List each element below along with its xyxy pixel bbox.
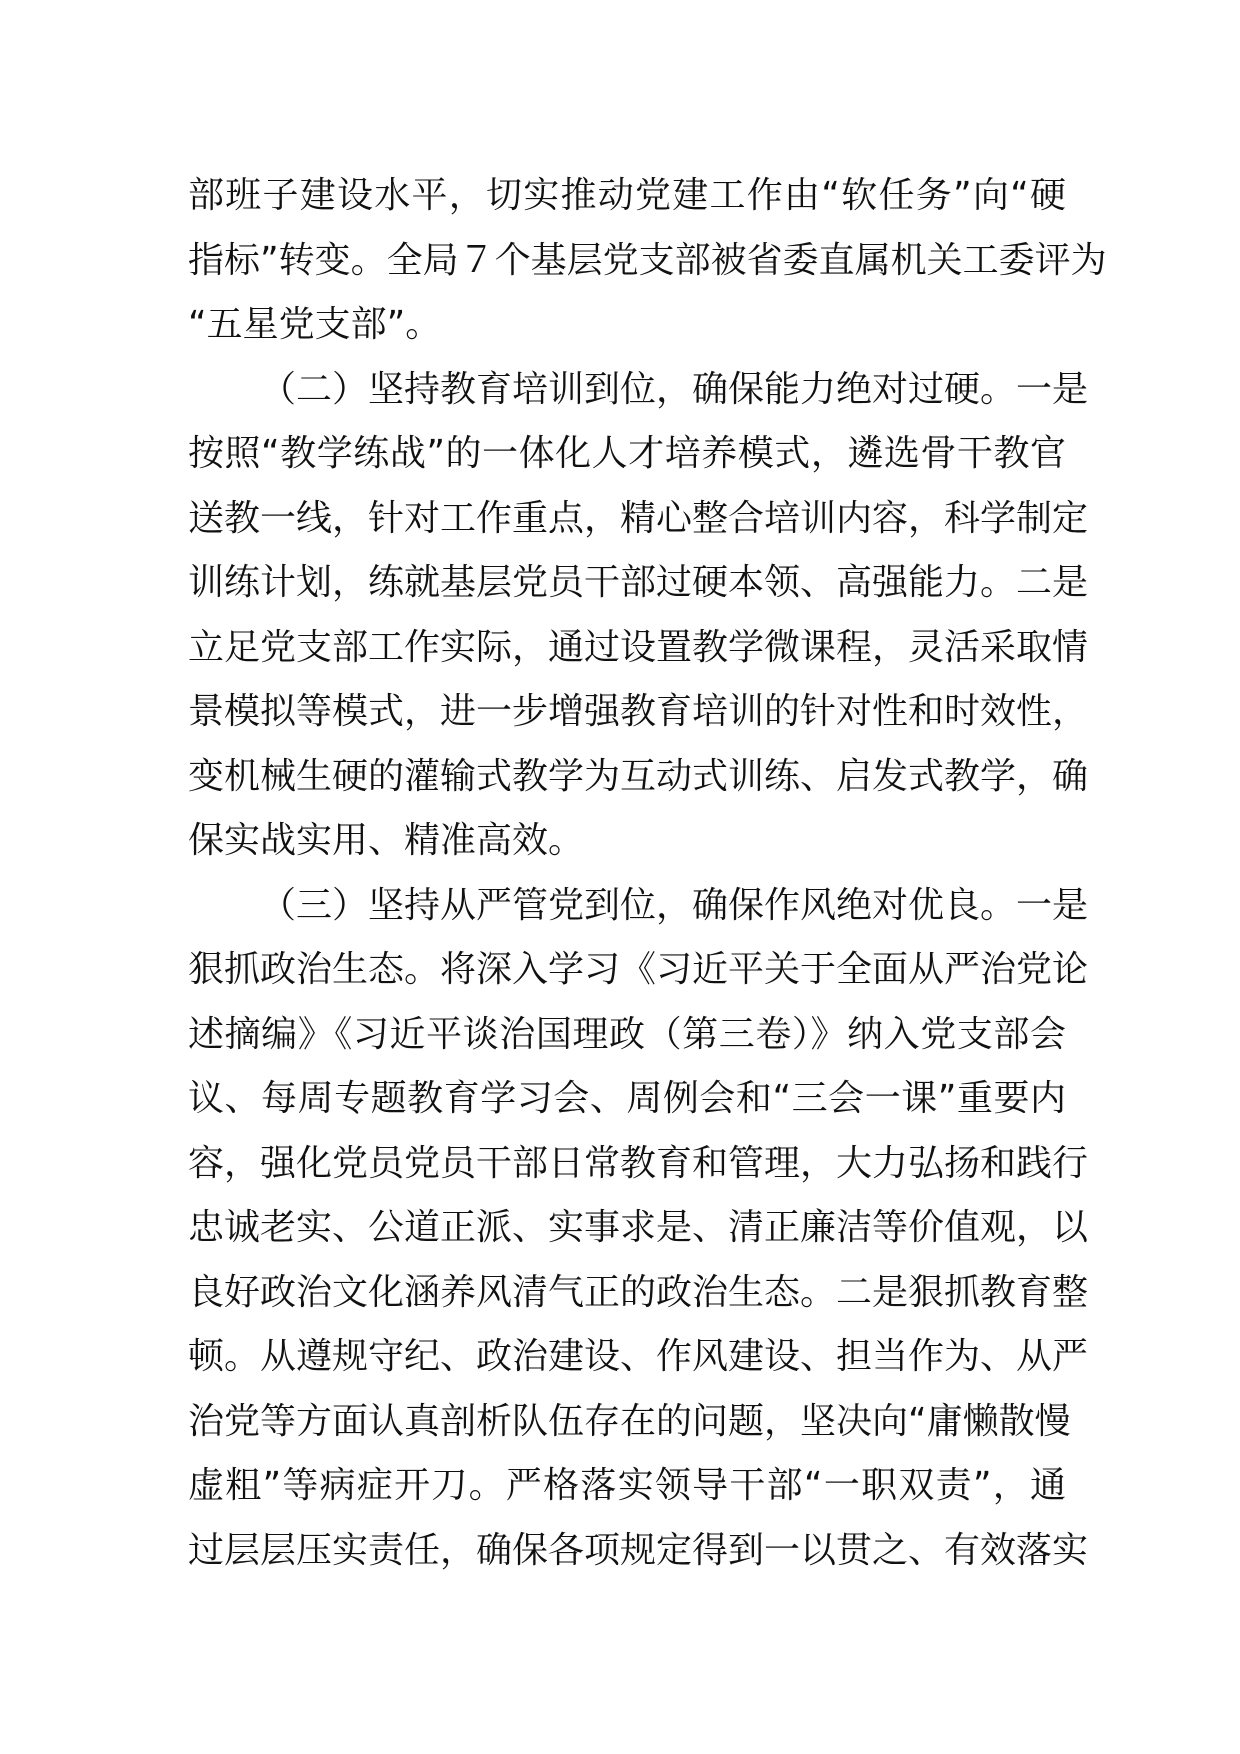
- text-line: 部班子建设水平，切实推动党建工作由“软任务”向“硬: [188, 175, 1066, 216]
- text-line: （三）坚持从严管党到位，确保作风绝对优良。一是: [260, 884, 1089, 926]
- text-line: 狠抓政治生态。将深入学习《习近平关于全面从严治党论: [188, 949, 1089, 990]
- text-line: 指标”转变。全局７个基层党支部被省委直属机关工委评为: [188, 239, 1107, 281]
- text-line: 良好政治文化涵养风清气正的政治生态。二是狠抓教育整: [188, 1271, 1089, 1313]
- text-line: （二）坚持教育培训到位，确保能力绝对过硬。一是: [260, 368, 1089, 410]
- text-line: 保实战实用、精准高效。: [188, 820, 585, 861]
- text-line: 顿。从遵规守纪、政治建设、作风建设、担当作为、从严: [188, 1336, 1089, 1377]
- text-line: 容，强化党员党员干部日常教育和管理，大力弘扬和践行: [188, 1142, 1089, 1184]
- text-line: 景模拟等模式，进一步增强教育培训的针对性和时效性，: [188, 691, 1089, 732]
- text-line: 过层层压实责任，确保各项规定得到一以贯之、有效落实: [188, 1529, 1089, 1571]
- text-line: 虚粗”等病症开刀。严格落实领导干部“一职双责”，通: [188, 1465, 1066, 1506]
- body-text: [188, 164, 1107, 1583]
- text-line: 治党等方面认真剖析队伍存在的问题，坚决向“庸懒散慢: [188, 1400, 1071, 1442]
- text-line: 议、每周专题教育学习会、周例会和“三会一课”重要内: [188, 1078, 1066, 1119]
- text-line: 忠诚老实、公道正派、实事求是、清正廉洁等价值观，以: [188, 1207, 1089, 1248]
- text-line: 训练计划，练就基层党员干部过硬本领、高强能力。二是: [188, 562, 1089, 603]
- text-line: 述摘编》《习近平谈治国理政（第三卷）》纳入党支部会: [188, 1013, 1066, 1055]
- text-line: 按照“教学练战”的一体化人才培养模式，遴选骨干教官: [188, 433, 1066, 474]
- text-line: 变机械生硬的灌输式教学为互动式训练、启发式教学，确: [188, 755, 1089, 797]
- text-line: 送教一线，针对工作重点，精心整合培训内容，科学制定: [188, 497, 1089, 539]
- text-line: 立足党支部工作实际，通过设置教学微课程，灵活采取情: [188, 626, 1089, 668]
- text-line: “五星党支部”。: [188, 304, 442, 345]
